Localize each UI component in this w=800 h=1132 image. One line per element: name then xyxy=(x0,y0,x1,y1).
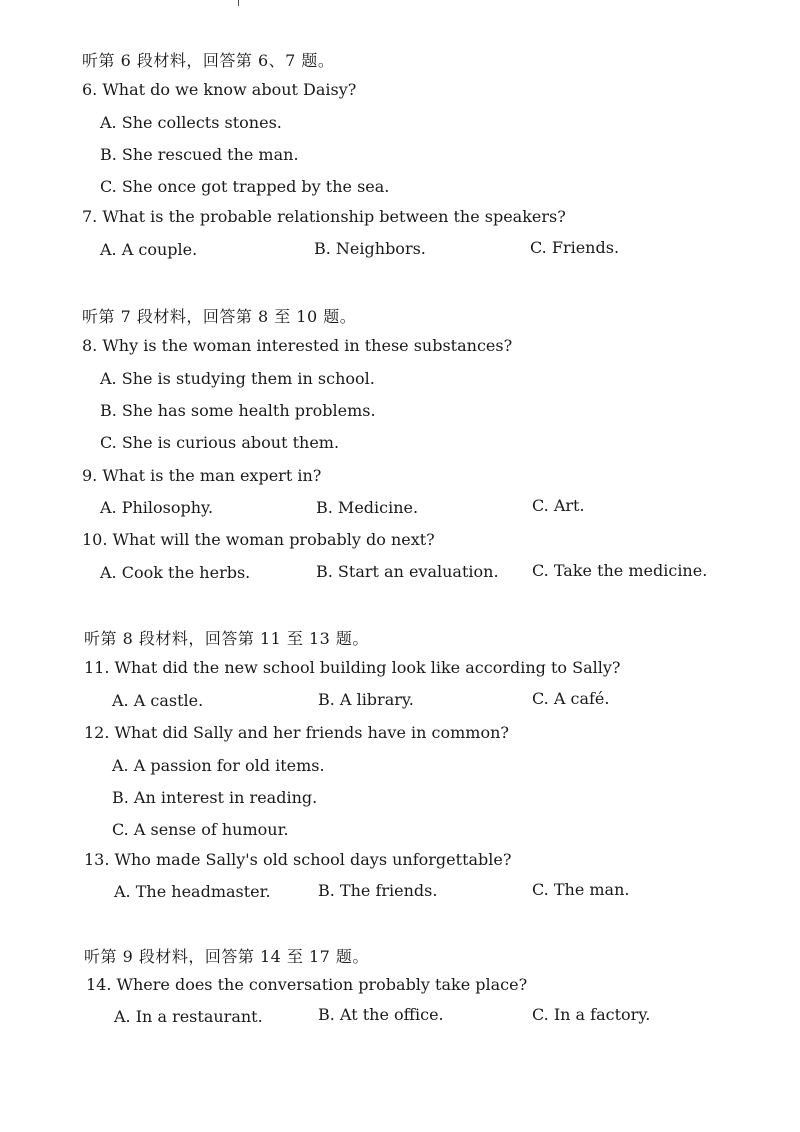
option-9a: A. Philosophy. xyxy=(100,498,214,517)
question-13: 13. Who made Sally's old school days unforgettable? xyxy=(84,850,512,869)
question-14: 14. Where does the conversation probably take place? xyxy=(86,975,528,994)
option-13a: A. The headmaster. xyxy=(114,882,271,901)
option-8b: B. She has some health problems. xyxy=(100,401,376,420)
question-9: 9. What is the man expert in? xyxy=(82,466,322,485)
option-12a: A. A passion for old items. xyxy=(112,756,325,775)
option-6b: B. She rescued the man. xyxy=(100,145,299,164)
option-9b: B. Medicine. xyxy=(316,498,419,517)
option-14c: C. In a factory. xyxy=(532,1005,651,1024)
question-10: 10. What will the woman probably do next? xyxy=(82,530,435,549)
option-8c: C. She is curious about them. xyxy=(100,433,340,452)
question-11: 11. What did the new school building look like according to Sally? xyxy=(84,658,621,677)
option-10b: B. Start an evaluation. xyxy=(316,562,499,581)
question-8: 8. Why is the woman interested in these substances? xyxy=(82,336,513,355)
option-6a: A. She collects stones. xyxy=(100,113,282,132)
section-heading-6: 听第 6 段材料，回答第 6、7 题。 xyxy=(82,51,335,70)
section-heading-7: 听第 7 段材料，回答第 8 至 10 题。 xyxy=(82,307,357,326)
option-11b: B. A library. xyxy=(318,690,414,709)
option-11c: C. A café. xyxy=(532,689,610,708)
option-12c: C. A sense of humour. xyxy=(112,820,289,839)
option-14a: A. In a restaurant. xyxy=(114,1007,263,1026)
option-8a: A. She is studying them in school. xyxy=(100,369,375,388)
option-14b: B. At the office. xyxy=(318,1005,444,1024)
option-9c: C. Art. xyxy=(532,496,585,515)
option-11a: A. A castle. xyxy=(112,691,204,710)
option-10a: A. Cook the herbs. xyxy=(100,563,251,582)
question-6: 6. What do we know about Daisy? xyxy=(82,80,357,99)
option-10c: C. Take the medicine. xyxy=(532,561,708,580)
option-6c: C. She once got trapped by the sea. xyxy=(100,177,390,196)
scan-mark xyxy=(238,0,239,6)
section-heading-9: 听第 9 段材料，回答第 14 至 17 题。 xyxy=(84,947,369,966)
option-13b: B. The friends. xyxy=(318,881,438,900)
option-7c: C. Friends. xyxy=(530,238,620,257)
question-7: 7. What is the probable relationship between the speakers? xyxy=(82,207,566,226)
option-13c: C. The man. xyxy=(532,880,630,899)
option-7b: B. Neighbors. xyxy=(314,239,426,258)
question-12: 12. What did Sally and her friends have in common? xyxy=(84,723,509,742)
section-heading-8: 听第 8 段材料，回答第 11 至 13 题。 xyxy=(84,629,369,648)
option-7a: A. A couple. xyxy=(100,240,198,259)
option-12b: B. An interest in reading. xyxy=(112,788,318,807)
